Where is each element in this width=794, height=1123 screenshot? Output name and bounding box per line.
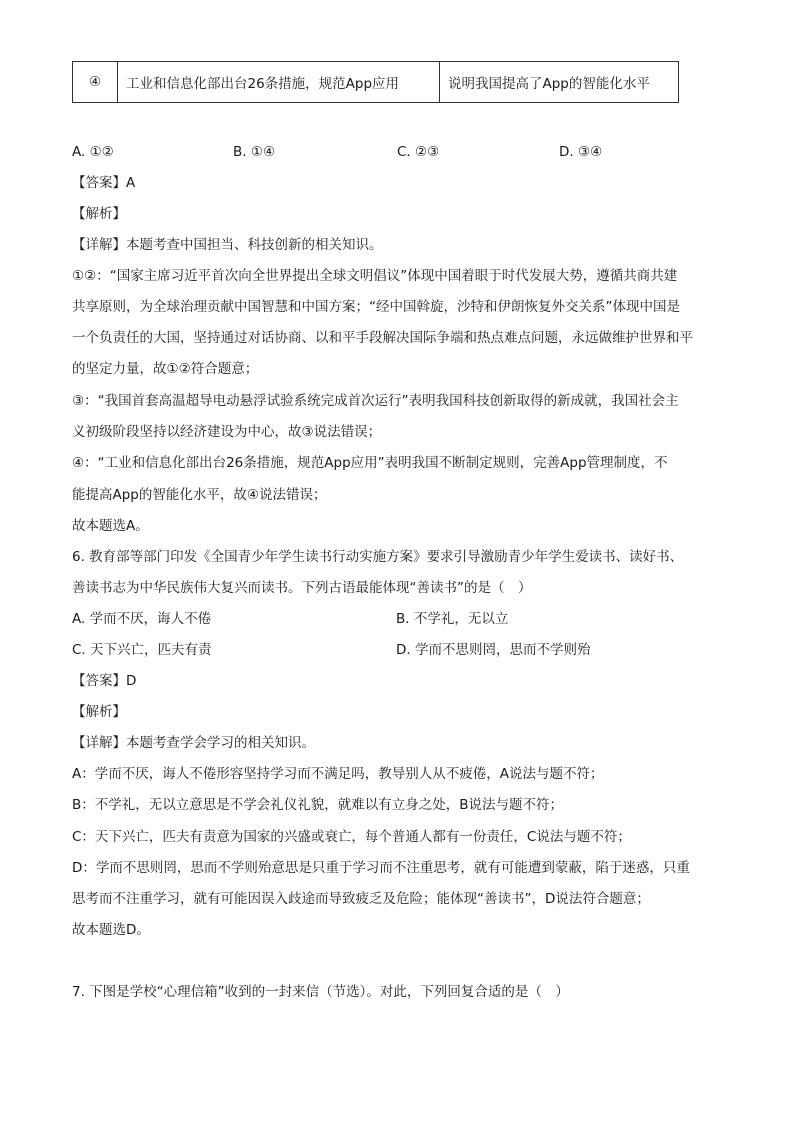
q7-stem: 7. 下图是学校“心理信箱”收到的一封来信（节选）。对此，下列回复合适的是（ ） bbox=[72, 984, 569, 1000]
q6-stem-line: 善读书志为中华民族伟大复兴而读书。下列古语最能体现“善读书”的是（ ） bbox=[72, 580, 532, 596]
q5-answer: 【答案】A bbox=[72, 175, 136, 191]
q5-analysis-line: 的坚定力量，故①②符合题意； bbox=[72, 361, 259, 377]
q6-analysis-line: 思考而不注重学习，就有可能因误入歧途而导致疲乏及危险；能体现“善读书”，D说法符合题意； bbox=[72, 891, 650, 907]
q5-analysis-line: ①②：“国家主席习近平首次向全世界提出全球文明倡议”体现中国着眼于时代发展大势，遵循共商共建 bbox=[72, 268, 678, 284]
q5-analysis-line: ③：“我国首套高温超导电动悬浮试验系统完成首次运行”表明我国科技创新取得的新成就，我国社会主 bbox=[72, 393, 679, 409]
table-cell-meaning: 说明我国提高了App的智能化水平 bbox=[440, 62, 679, 103]
q6-analysis-line: C：天下兴亡，匹夫有责意为国家的兴盛或衰亡，每个普通人都有一份责任，C说法与题不符； bbox=[72, 829, 631, 845]
table-cell-event: 工业和信息化部出台26条措施，规范App应用 bbox=[118, 62, 440, 103]
q5-option-c: C. ②③ bbox=[397, 144, 440, 160]
q5-analysis-line: ④：“工业和信息化部出台26条措施，规范App应用”表明我国不断制定规则，完善App管理制度，不 bbox=[72, 455, 668, 471]
q6-analysis-line: 【详解】本题考查学会学习的相关知识。 bbox=[72, 735, 315, 751]
q6-analysis-line: D：学而不思则罔，思而不学则殆意思是只重于学习而不注重思考，就有可能遭到蒙蔽，陷于迷惑，只重 bbox=[72, 860, 690, 876]
q5-option-d: D. ③④ bbox=[559, 144, 603, 160]
q5-options bbox=[72, 142, 722, 162]
q5-analysis-label: 【解析】 bbox=[72, 206, 126, 222]
q6-analysis-label: 【解析】 bbox=[72, 704, 126, 720]
q6-option-c: C. 天下兴亡，匹夫有责 bbox=[72, 642, 212, 658]
q5-analysis-line: 【详解】本题考查中国担当、科技创新的相关知识。 bbox=[72, 237, 383, 253]
q5-analysis-line: 故本题选A。 bbox=[72, 518, 149, 534]
q5-option-b: B. ①④ bbox=[233, 144, 276, 160]
q6-stem-line: 6. 教育部等部门印发《全国青少年学生读书行动实施方案》要求引导激励青少年学生爱读书、读好书、 bbox=[72, 549, 684, 565]
option-table bbox=[72, 61, 679, 103]
q5-analysis-line: 一个负责任的大国，坚持通过对话协商、以和平手段解决国际争端和热点难点问题，永远做维护世界和平 bbox=[72, 330, 693, 346]
table-row bbox=[73, 62, 679, 103]
table-cell-number: ④ bbox=[73, 62, 118, 103]
q5-analysis-line: 共享原则，为全球治理贡献中国智慧和中国方案；“经中国斡旋，沙特和伊朗恢复外交关系”体现中国是 bbox=[72, 299, 680, 315]
q6-analysis-line: B：不学礼，无以立意思是不学会礼仪礼貌，就难以有立身之处，B说法与题不符； bbox=[72, 797, 564, 813]
q6-analysis-line: 故本题选D。 bbox=[72, 922, 150, 938]
q5-analysis-line: 能提高App的智能化水平，故④说法错误； bbox=[72, 487, 327, 503]
q6-option-b: B. 不学礼，无以立 bbox=[396, 611, 509, 627]
q6-option-a: A. 学而不厌，诲人不倦 bbox=[72, 611, 212, 627]
q6-answer: 【答案】D bbox=[72, 673, 137, 689]
q5-analysis-line: 义初级阶段坚持以经济建设为中心，故③说法错误； bbox=[72, 424, 382, 440]
q6-option-d: D. 学而不思则罔，思而不学则殆 bbox=[396, 642, 591, 658]
q5-option-a: A. ①② bbox=[72, 144, 114, 160]
q6-analysis-line: A：学而不厌，诲人不倦形容坚持学习而不满足吗，教导别人从不疲倦，A说法与题不符； bbox=[72, 766, 604, 782]
